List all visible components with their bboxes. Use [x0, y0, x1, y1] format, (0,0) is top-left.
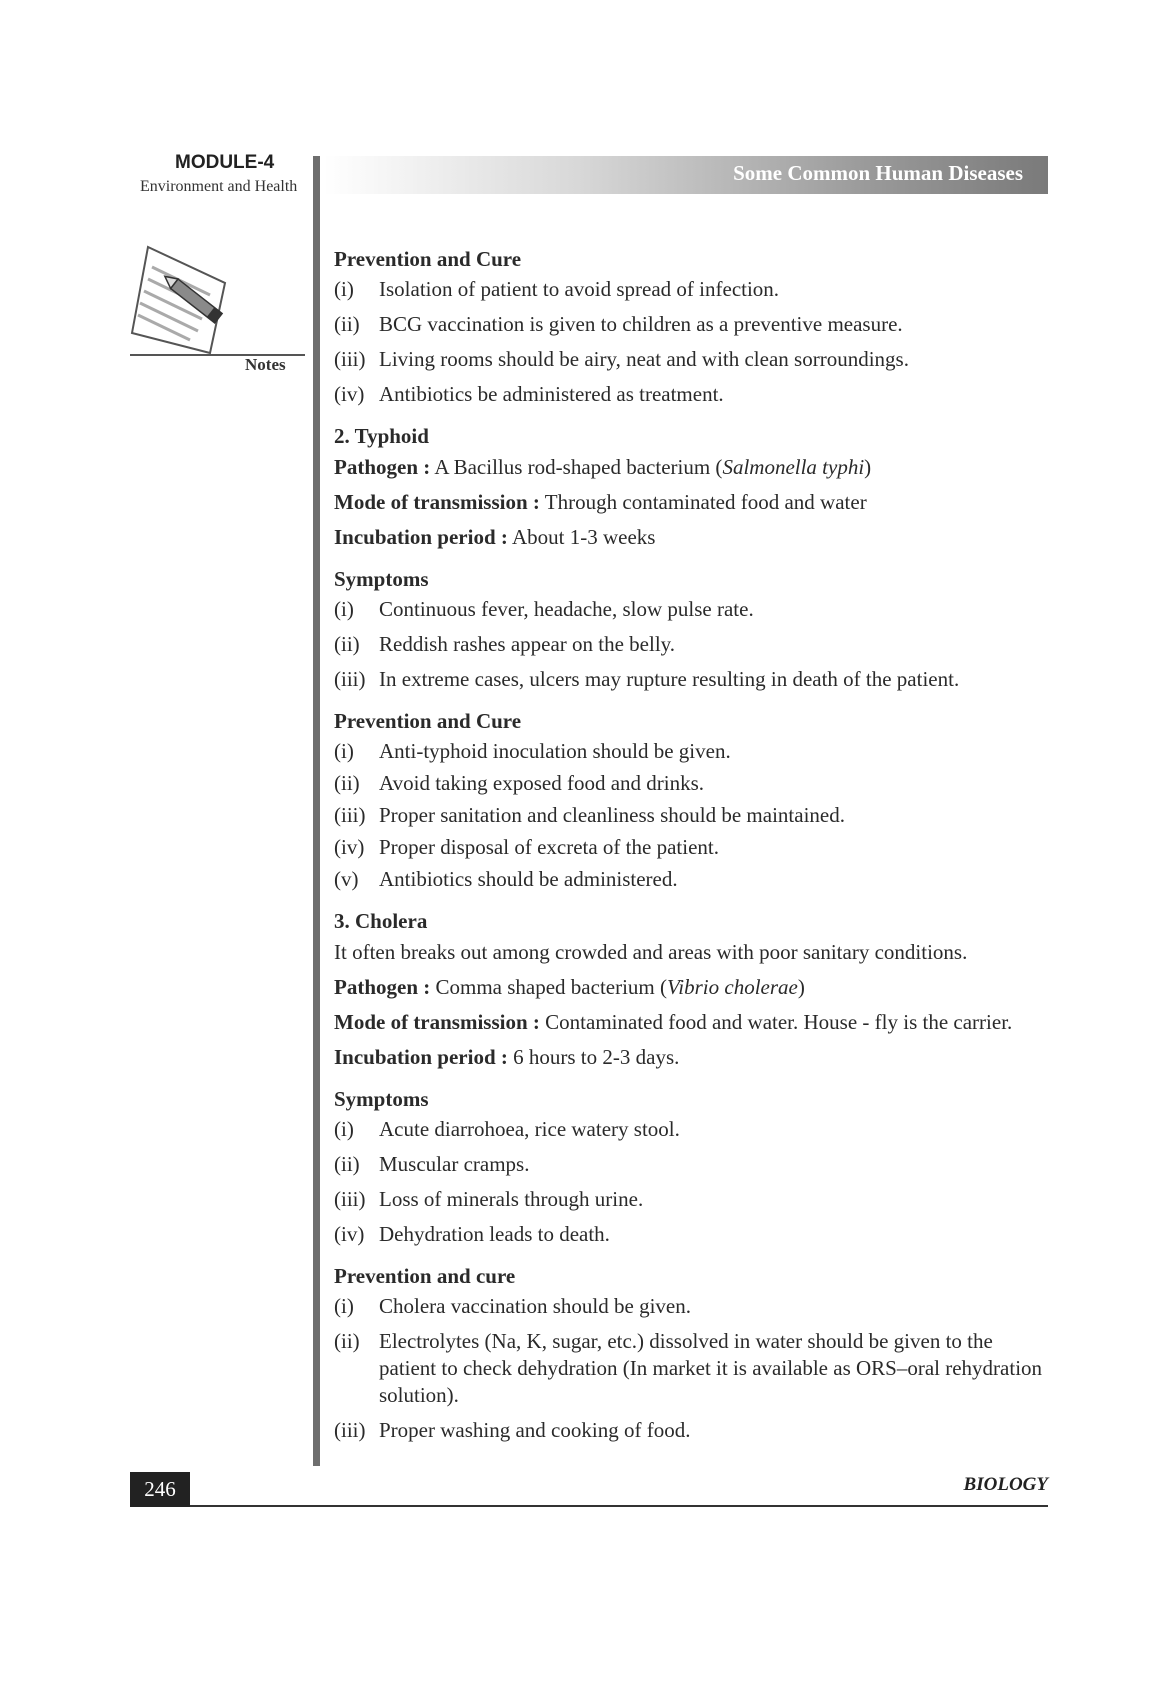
- list-item: (iii) In extreme cases, ulcers may rupture resulting in death of the patient.: [334, 667, 960, 691]
- typhoid-symptoms-heading: Symptoms: [334, 567, 429, 591]
- chapter-title: Some Common Human Diseases: [733, 161, 1023, 185]
- list-item: (iv) Proper disposal of excreta of the patient.: [334, 835, 719, 859]
- module-subtitle: Environment and Health: [140, 178, 298, 195]
- typhoid-mode: Mode of transmission : Through contaminated food and water: [334, 490, 867, 514]
- typhoid-symptoms-list: [334, 596, 1054, 693]
- notes-section: [130, 245, 305, 375]
- list-item: (v) Antibiotics should be administered.: [334, 867, 678, 891]
- typhoid-heading: 2. Typhoid: [334, 424, 429, 448]
- list-item: (ii) Muscular cramps.: [334, 1152, 530, 1176]
- tb-prevention-heading: Prevention and Cure: [334, 247, 522, 271]
- cholera-intro: It often breaks out among crowded and areas with poor sanitary conditions.: [334, 940, 968, 964]
- page-content: [334, 245, 1054, 1452]
- list-item: (iii) Loss of minerals through urine.: [334, 1187, 644, 1211]
- cholera-symptoms-list: [334, 1116, 1054, 1248]
- header-band: [324, 156, 1048, 194]
- footer-rule: [130, 1505, 1048, 1507]
- list-item: (i) Anti-typhoid inoculation should be given.: [334, 739, 731, 763]
- list-item: (ii) BCG vaccination is given to children as a preventive measure.: [334, 312, 903, 336]
- module-title: MODULE-4: [175, 152, 275, 173]
- list-item: (i) Cholera vaccination should be given.: [334, 1294, 691, 1318]
- typhoid-prevention-heading: Prevention and Cure: [334, 709, 522, 733]
- typhoid-pathogen: Pathogen : A Bacillus rod-shaped bacterium (Salmonella typhi): [334, 455, 872, 479]
- cholera-prevention-list: [334, 1293, 1054, 1444]
- tb-prevention-list: [334, 276, 1054, 408]
- margin-rule: [313, 156, 320, 1466]
- notes-label: Notes: [245, 355, 286, 374]
- cholera-prevention-heading: Prevention and cure: [334, 1264, 516, 1288]
- list-item: (ii) Avoid taking exposed food and drinks.: [334, 771, 705, 795]
- list-item: (iii) Living rooms should be airy, neat and with clean sorroundings.: [334, 347, 909, 371]
- cholera-incubation: Incubation period : 6 hours to 2-3 days.: [334, 1045, 680, 1069]
- list-item: (iii) Proper sanitation and cleanliness should be maintained.: [334, 803, 845, 827]
- list-item: (iii) Proper washing and cooking of food.: [334, 1418, 691, 1442]
- cholera-mode: Mode of transmission : Contaminated food and water. House - fly is the carrier.: [334, 1010, 1013, 1034]
- footer-subject: BIOLOGY: [963, 1474, 1048, 1495]
- list-item: (i) Acute diarrohoea, rice watery stool.: [334, 1117, 680, 1141]
- typhoid-prevention-list: [334, 738, 1054, 893]
- typhoid-incubation: Incubation period : About 1-3 weeks: [334, 525, 656, 549]
- list-item: (iv) Dehydration leads to death.: [334, 1222, 610, 1246]
- page-number: 246: [130, 1472, 190, 1507]
- list-item: (ii) Electrolytes (Na, K, sugar, etc.) dissolved in water should be given to the patient to check dehydration (In market it is available as ORS–oral rehydration solution).: [334, 1329, 1043, 1407]
- notes-pencil-icon: [130, 245, 240, 355]
- cholera-heading: 3. Cholera: [334, 909, 428, 933]
- cholera-symptoms-heading: Symptoms: [334, 1087, 429, 1111]
- list-item: (ii) Reddish rashes appear on the belly.: [334, 632, 676, 656]
- list-item: (iv) Antibiotics be administered as treatment.: [334, 382, 724, 406]
- list-item: (i) Isolation of patient to avoid spread of infection.: [334, 277, 780, 301]
- cholera-pathogen: Pathogen : Comma shaped bacterium (Vibrio cholerae): [334, 975, 805, 999]
- list-item: (i) Continuous fever, headache, slow pulse rate.: [334, 597, 754, 621]
